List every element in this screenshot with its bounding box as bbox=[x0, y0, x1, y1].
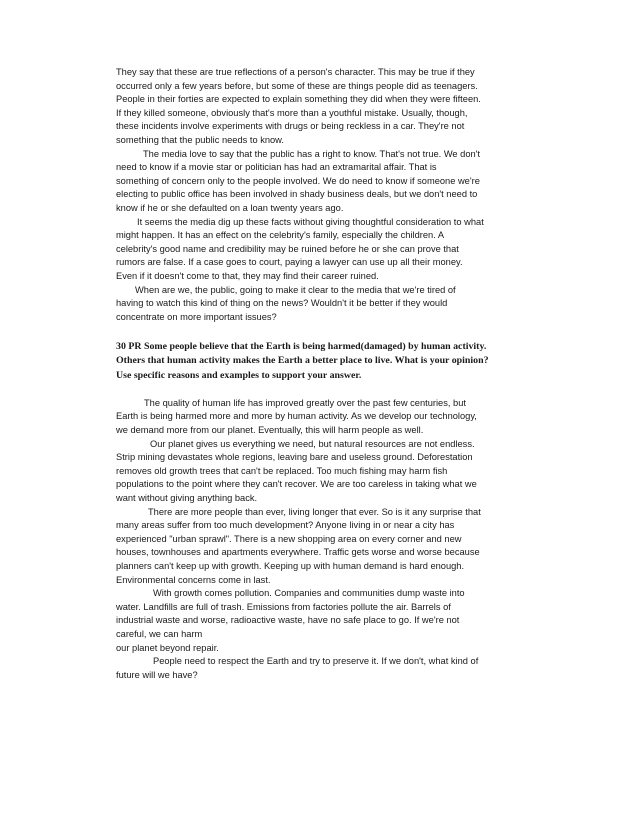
text-line: something that the public needs to know. bbox=[116, 134, 284, 145]
text-line: these incidents involve experiments with drugs or being reckless in a car. They're not bbox=[116, 121, 465, 132]
text-line: need to know if a movie star or politician has had an extramarital affair. That is bbox=[116, 162, 437, 173]
text-line: experienced "urban sprawl". There is a new shopping area on every corner and new bbox=[116, 533, 462, 544]
text-line: electing to public office has been involved in shady business deals, but we don't need to bbox=[116, 189, 478, 200]
text-line: removes old growth trees that can't be replaced. Too much fishing may harm fish bbox=[116, 465, 448, 476]
text-line: People in their forties are expected to explain something they did when they were fifteen. bbox=[116, 94, 481, 105]
text-line: rumors are false. If a case goes to court, paying a lawyer can use up all their money. bbox=[116, 257, 463, 268]
text-line: Even if it doesn't come to that, they may find their career ruined. bbox=[116, 270, 379, 281]
text-line: industrial waste and worse, radioactive waste, have no safe place to go. If we're not bbox=[116, 615, 460, 626]
text-line: something of concern only to the people involved. We do need to know if someone we're bbox=[116, 175, 480, 186]
text-line: They say that these are true reflections of a person's character. This may be true if they bbox=[116, 67, 475, 77]
text-line: want without giving anything back. bbox=[116, 493, 258, 503]
text-line: The media love to say that the public has a right to know. That's not true. We don't bbox=[143, 148, 481, 159]
text-line: It seems the media dig up these facts without giving thoughtful consideration to what bbox=[137, 216, 484, 227]
text-line: planners can't keep up with growth. Keeping up with human demand is hard enough. bbox=[116, 560, 465, 571]
text-line: When are we, the public, going to make it clear to the media that we're tired of bbox=[135, 284, 456, 295]
text-line: celebrity's good name and credibility may be ruined before he or she can prove that bbox=[116, 243, 459, 254]
text-line: might happen. It has an effect on the celebrity's family, especially the children. A bbox=[116, 230, 445, 241]
text-line: With growth comes pollution. Companies and communities dump waste into bbox=[153, 588, 465, 599]
text-line: water. Landfills are full of trash. Emissions from factories pollute the air. Barrels of bbox=[116, 601, 451, 612]
text-line: careful, we can harm bbox=[116, 628, 203, 639]
text-line: our planet beyond repair. bbox=[116, 642, 219, 653]
text-line: know if he or she defaulted on a loan twenty years ago. bbox=[116, 202, 344, 213]
text-line: concentrate on more important issues? bbox=[116, 311, 277, 322]
essay-media-privacy bbox=[116, 66, 526, 324]
essay-earth-harm bbox=[116, 397, 526, 682]
text-line: Our planet gives us everything we need, but natural resources are not endless. bbox=[150, 438, 475, 449]
text-line: Earth is being harmed more and more by human activity. As we develop our technology, bbox=[116, 411, 477, 422]
text-line: People need to respect the Earth and try to preserve it. If we don't, what kind of bbox=[153, 656, 479, 667]
text-line: future will we have? bbox=[116, 669, 198, 680]
text-line: many areas suffer from too much development? Anyone living in or near a city has bbox=[116, 520, 455, 531]
text-line: Strip mining devastates whole regions, leaving bare and useless ground. Deforestation bbox=[116, 452, 473, 463]
text-line: occurred only a few years before, but some of these are things people did as teenagers. bbox=[116, 80, 478, 91]
text-line: There are more people than ever, living longer that ever. So is it any surprise that bbox=[148, 506, 481, 517]
prompt-line: Use specific reasons and examples to support your answer. bbox=[116, 369, 362, 381]
essay-prompt bbox=[116, 340, 526, 383]
text-line: Environmental concerns come in last. bbox=[116, 574, 271, 585]
prompt-line: 30 PR Some people believe that the Earth is being harmed(damaged) by human activity. bbox=[116, 341, 487, 353]
document-page bbox=[116, 66, 526, 682]
text-line: populations to the point where they can't recover. We are too careless in taking what we bbox=[116, 479, 477, 490]
text-line: having to watch this kind of thing on the news? Wouldn't it be better if they would bbox=[116, 298, 448, 309]
text-line: The quality of human life has improved greatly over the past few centuries, but bbox=[144, 397, 466, 408]
text-line: houses, townhouses and apartments everywhere. Traffic gets worse and worse because bbox=[116, 547, 480, 558]
text-line: If they killed someone, obviously that's more than a youthful mistake. Usually, though, bbox=[116, 107, 468, 118]
text-line: we demand more from our planet. Eventually, this will harm people as well. bbox=[116, 425, 424, 436]
prompt-line: Others that human activity makes the Earth a better place to live. What is your opinion? bbox=[116, 355, 489, 367]
